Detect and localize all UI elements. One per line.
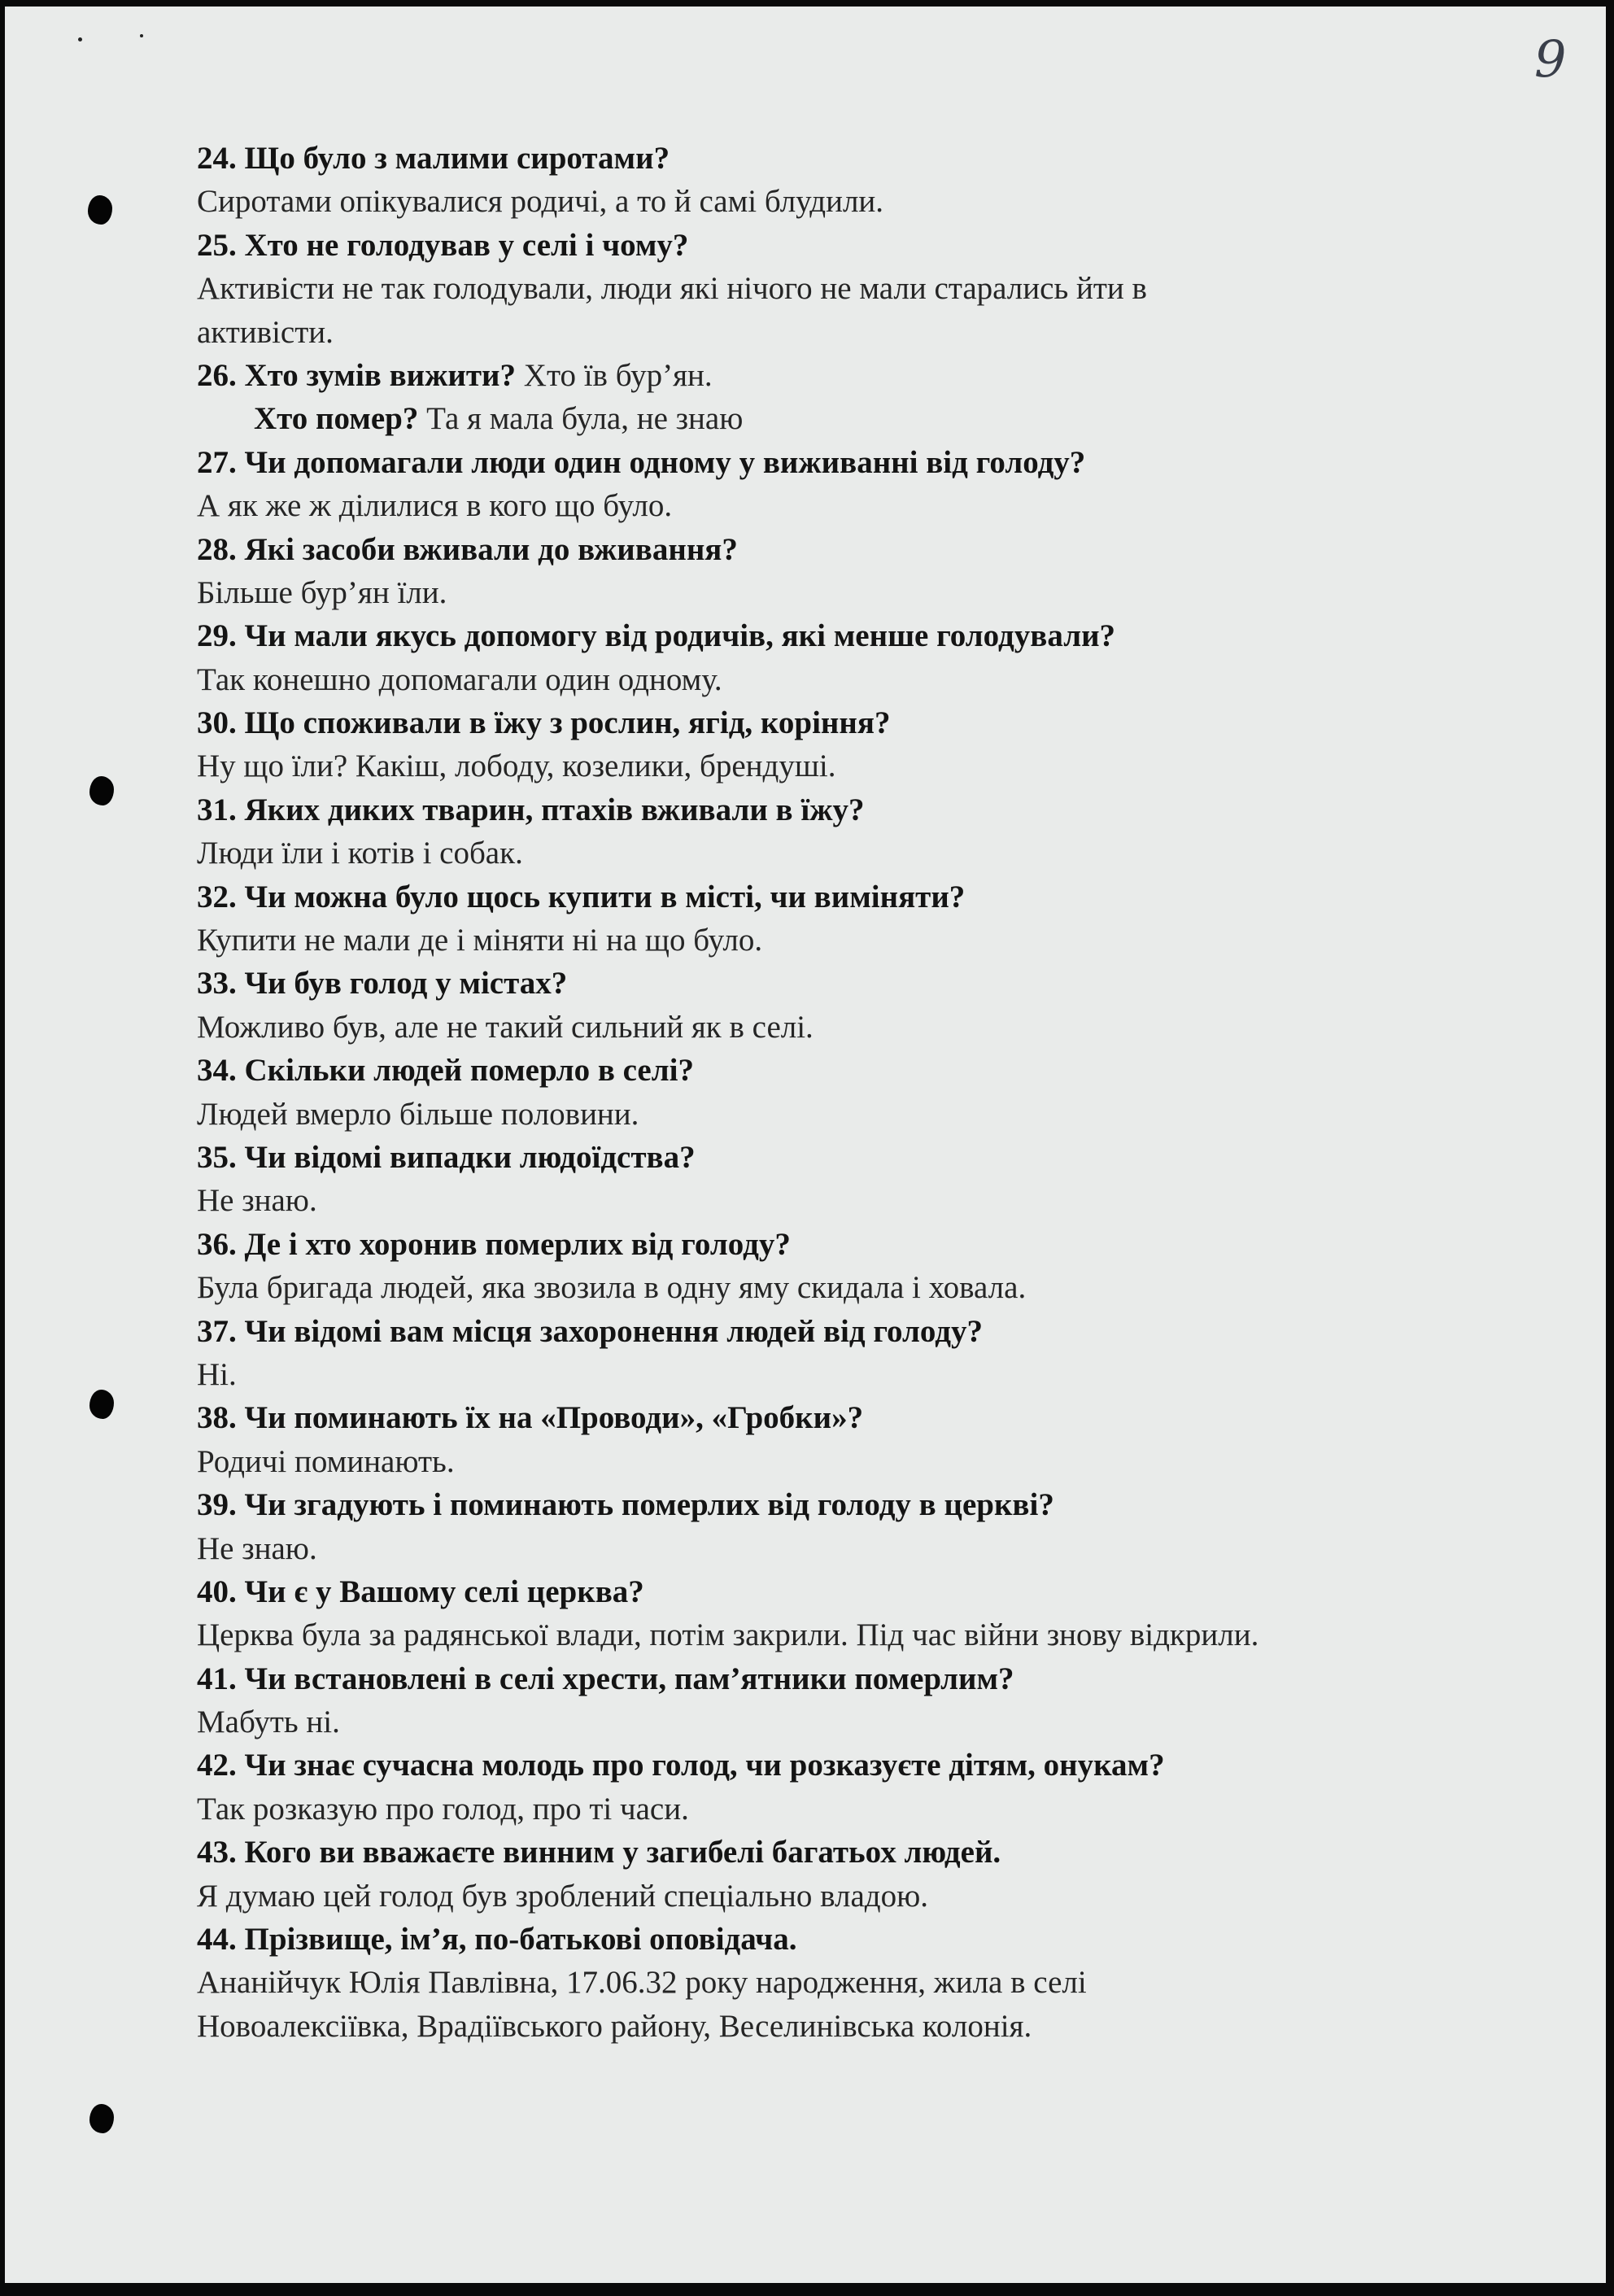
- punch-hole: [89, 2104, 114, 2133]
- answer-43: Я думаю цей голод був зроблений спеціально владою.: [197, 1878, 928, 1914]
- answer-29: Так конешно допомагали один одному.: [197, 661, 722, 697]
- answer-41: Мабуть ні.: [197, 1705, 340, 1740]
- page-number: 9: [1534, 29, 1567, 89]
- answer-31: Люди їли і котів і собак.: [197, 836, 523, 871]
- scan-speck: [78, 37, 82, 41]
- answer-42: Так розказую про голод, про ті часи.: [197, 1791, 689, 1827]
- question-39: 39. Чи згадують і поминають померлих від голоду в церкві?: [197, 1487, 1054, 1523]
- answer-25-line-1: Активісти не так голодували, люди які нічого не мали старались йти в: [197, 271, 1147, 307]
- question-33: 33. Чи був голод у містах?: [197, 966, 568, 1002]
- question-26b: Хто помер?: [254, 401, 419, 437]
- question-29: 29. Чи мали якусь допомогу від родичів, які менше голодували?: [197, 618, 1116, 654]
- punch-hole: [89, 776, 114, 805]
- question-24: 24. Що було з малими сиротами?: [197, 141, 670, 176]
- answer-26: Хто їв бур’ян.: [523, 357, 713, 393]
- scan-speck: [140, 34, 143, 37]
- question-26-line: [197, 354, 1498, 397]
- answer-44-line-2: Новоалексіївка, Врадіївського району, Веселинівська колонія.: [197, 2008, 1032, 2044]
- answer-38: Родичі поминають.: [197, 1443, 455, 1479]
- answer-40: Церква була за радянської влади, потім закрили. Під час війни знову відкрили.: [197, 1617, 1259, 1653]
- punch-hole: [88, 195, 112, 225]
- answer-37: Ні.: [197, 1356, 237, 1392]
- answer-24: Сиротами опікувалися родичі, а то й самі блудили.: [197, 184, 884, 220]
- question-34: 34. Скільки людей померло в селі?: [197, 1053, 694, 1089]
- question-37: 37. Чи відомі вам місця захоронення людей від голоду?: [197, 1313, 984, 1349]
- question-36: 36. Де і хто хоронив померлих від голоду?: [197, 1226, 791, 1262]
- question-30: 30. Що споживали в їжу з рослин, ягід, коріння?: [197, 705, 891, 741]
- question-44: 44. Прізвище, ім’я, по-батькові оповідача.: [197, 1922, 797, 1958]
- answer-44-line-1: Ананійчук Юлія Павлівна, 17.06.32 року народження, жила в селі: [197, 1965, 1087, 2001]
- question-26: 26. Хто зумів вижити?: [197, 357, 517, 393]
- question-35: 35. Чи відомі випадки людоїдства?: [197, 1139, 696, 1175]
- punch-hole: [89, 1390, 114, 1419]
- question-43: 43. Кого ви вважаєте винним у загибелі багатьох людей.: [197, 1835, 1001, 1870]
- question-32: 32. Чи можна було щось купити в місті, чи виміняти?: [197, 879, 966, 914]
- answer-39: Не знаю.: [197, 1530, 317, 1566]
- question-27: 27. Чи допомагали люди один одному у виживанні від голоду?: [197, 444, 1086, 480]
- answer-26b: Та я мала була, не знаю: [426, 401, 744, 437]
- answer-25-line-2: активісти.: [197, 314, 334, 350]
- question-25: 25. Хто не голодував у селі і чому?: [197, 227, 689, 263]
- answer-28: Більше бур’ян їли.: [197, 574, 447, 610]
- answer-30: Ну що їли? Какіш, лободу, козелики, брендуші.: [197, 749, 836, 784]
- question-42: 42. Чи знає сучасна молодь про голод, чи розказуєте дітям, онукам?: [197, 1748, 1165, 1783]
- questionnaire-body: [197, 137, 1498, 2048]
- question-28: 28. Які засоби вживали до вживання?: [197, 531, 738, 567]
- question-40: 40. Чи є у Вашому селі церква?: [197, 1574, 644, 1609]
- answer-34: Людей вмерло більше половини.: [197, 1096, 639, 1132]
- answer-27: А як же ж ділилися в кого що було.: [197, 488, 673, 524]
- question-26b-line: [197, 397, 1498, 440]
- question-31: 31. Яких диких тварин, птахів вживали в їжу?: [197, 792, 865, 827]
- question-41: 41. Чи встановлені в селі хрести, пам’ятники померлим?: [197, 1661, 1014, 1696]
- answer-35: Не знаю.: [197, 1183, 317, 1219]
- answer-36: Була бригада людей, яка звозила в одну яму скидала і ховала.: [197, 1270, 1027, 1306]
- document-page: [5, 7, 1606, 2283]
- question-38: 38. Чи поминають їх на «Проводи», «Гробки»?: [197, 1400, 864, 1436]
- answer-32: Купити не мали де і міняти ні на що було.: [197, 923, 763, 958]
- answer-33: Можливо був, але не такий сильний як в селі.: [197, 1009, 814, 1045]
